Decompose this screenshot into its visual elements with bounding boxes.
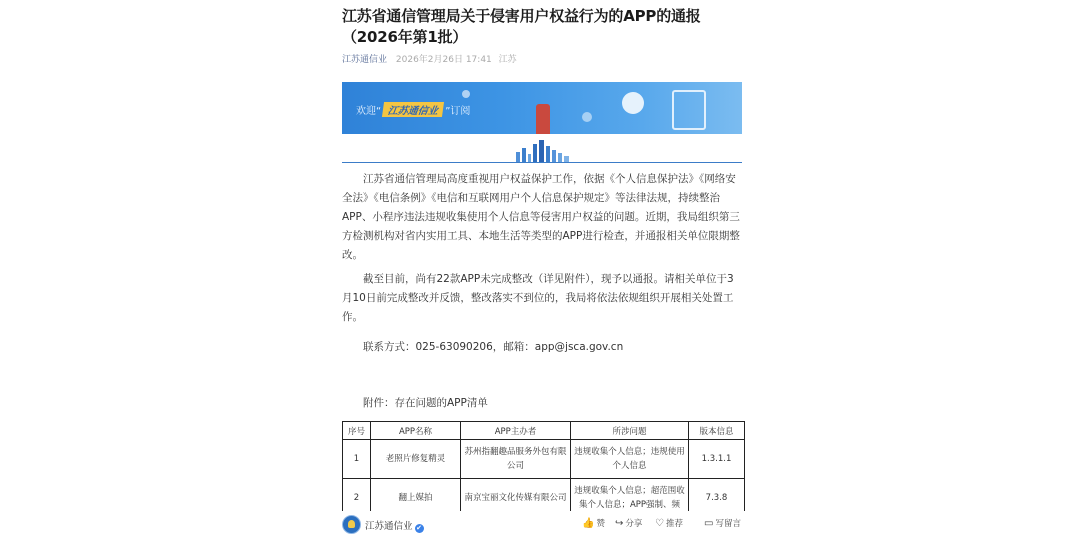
share-arrow-icon: ↪ — [615, 518, 624, 529]
screen-icon — [672, 90, 706, 130]
app-list-table — [342, 421, 745, 511]
heart-icon: ♡ — [655, 518, 664, 529]
header-banner-image — [342, 82, 742, 134]
comment-icon: ▭ — [704, 518, 714, 529]
bottom-action-bar — [342, 511, 744, 537]
table-cell: 南京宝丽文化传媒有限公司 — [461, 479, 571, 512]
table-cell: 1 — [343, 440, 371, 479]
table-header-cell: 版本信息 — [689, 422, 745, 440]
publish-location: 江苏 — [498, 55, 517, 65]
table-header-cell: 序号 — [343, 422, 371, 440]
table-cell: 2 — [343, 479, 371, 512]
article-title: 江苏省通信管理局关于侵害用户权益行为的APP的通报（2026年第1批） — [342, 7, 701, 46]
table-header-cell: APP主办者 — [461, 422, 571, 440]
table-cell: 翻上媒拍 — [371, 479, 461, 512]
table-header-cell: APP名称 — [371, 422, 461, 440]
account-name-link[interactable]: 江苏通信业 ✔ — [365, 521, 422, 532]
body-paragraph: 江苏省通信管理局高度重视用户权益保护工作，依据《个人信息保护法》《网络安全法》《电信条例》《电信和互联网用户个人信息保护规定》等法律法规，持续整治APP、小程序违法违规收集使用个人信息等侵害用户权益的问题。近期，我局组织第三方检测机构对省内实用工具、本地生活等类型的APP进行检查，并通报相关单位限期整改。 — [342, 173, 740, 261]
table-cell: 违规收集个人信息；超范围收集个人信息；APP强制、频 — [571, 479, 689, 512]
publish-date: 2026年2月26日 17:41 — [395, 55, 492, 65]
comment-button[interactable]: ▭ 写留言 — [704, 518, 741, 529]
table-cell: 1.3.1.1 — [689, 440, 745, 479]
table-cell: 7.3.8 — [689, 479, 745, 512]
table-header-cell: 所涉问题 — [571, 422, 689, 440]
recommend-button[interactable]: ♡ 推荐 — [655, 518, 683, 529]
table-header-row — [343, 422, 745, 440]
thumbs-up-icon: 👍 — [582, 518, 595, 529]
table-cell: 违规收集个人信息；违规使用个人信息 — [571, 440, 689, 479]
city-skyline-icon — [514, 140, 572, 162]
wifi-icon — [622, 92, 644, 114]
account-avatar[interactable] — [342, 515, 361, 534]
attachment-label: 附件：存在问题的APP清单 — [363, 397, 488, 409]
table-cell: 苏州指翻趣品服务外包有限公司 — [461, 440, 571, 479]
app-list-table-container — [342, 421, 746, 511]
table-cell: 老照片修复精灵 — [371, 440, 461, 479]
article — [342, 0, 744, 537]
body-paragraph: 截至目前，尚有22款APP未完成整改（详见附件），现予以通报。请相关单位于3月10日前完成整改并反馈，整改落实不到位的，我局将依法依规组织开展相关处置工作。 — [342, 273, 734, 323]
banner-decor-dot — [582, 112, 592, 122]
like-button[interactable]: 👍 赞 — [582, 518, 605, 529]
contact-info: 联系方式：025-63090206，邮箱：app@jsca.gov.cn — [363, 341, 624, 353]
article-meta — [342, 52, 517, 65]
banner-decor-dot — [462, 90, 470, 98]
share-button[interactable]: ↪ 分享 — [615, 518, 643, 529]
verified-icon: ✔ — [416, 524, 422, 532]
banner-brand-text: 欢迎“ 江苏通信业 ”订阅 — [356, 102, 470, 117]
source-account-link[interactable]: 江苏通信业 — [342, 55, 388, 65]
tower-icon — [536, 104, 550, 134]
divider — [342, 162, 742, 163]
table-row — [343, 479, 745, 512]
table-row — [343, 440, 745, 479]
